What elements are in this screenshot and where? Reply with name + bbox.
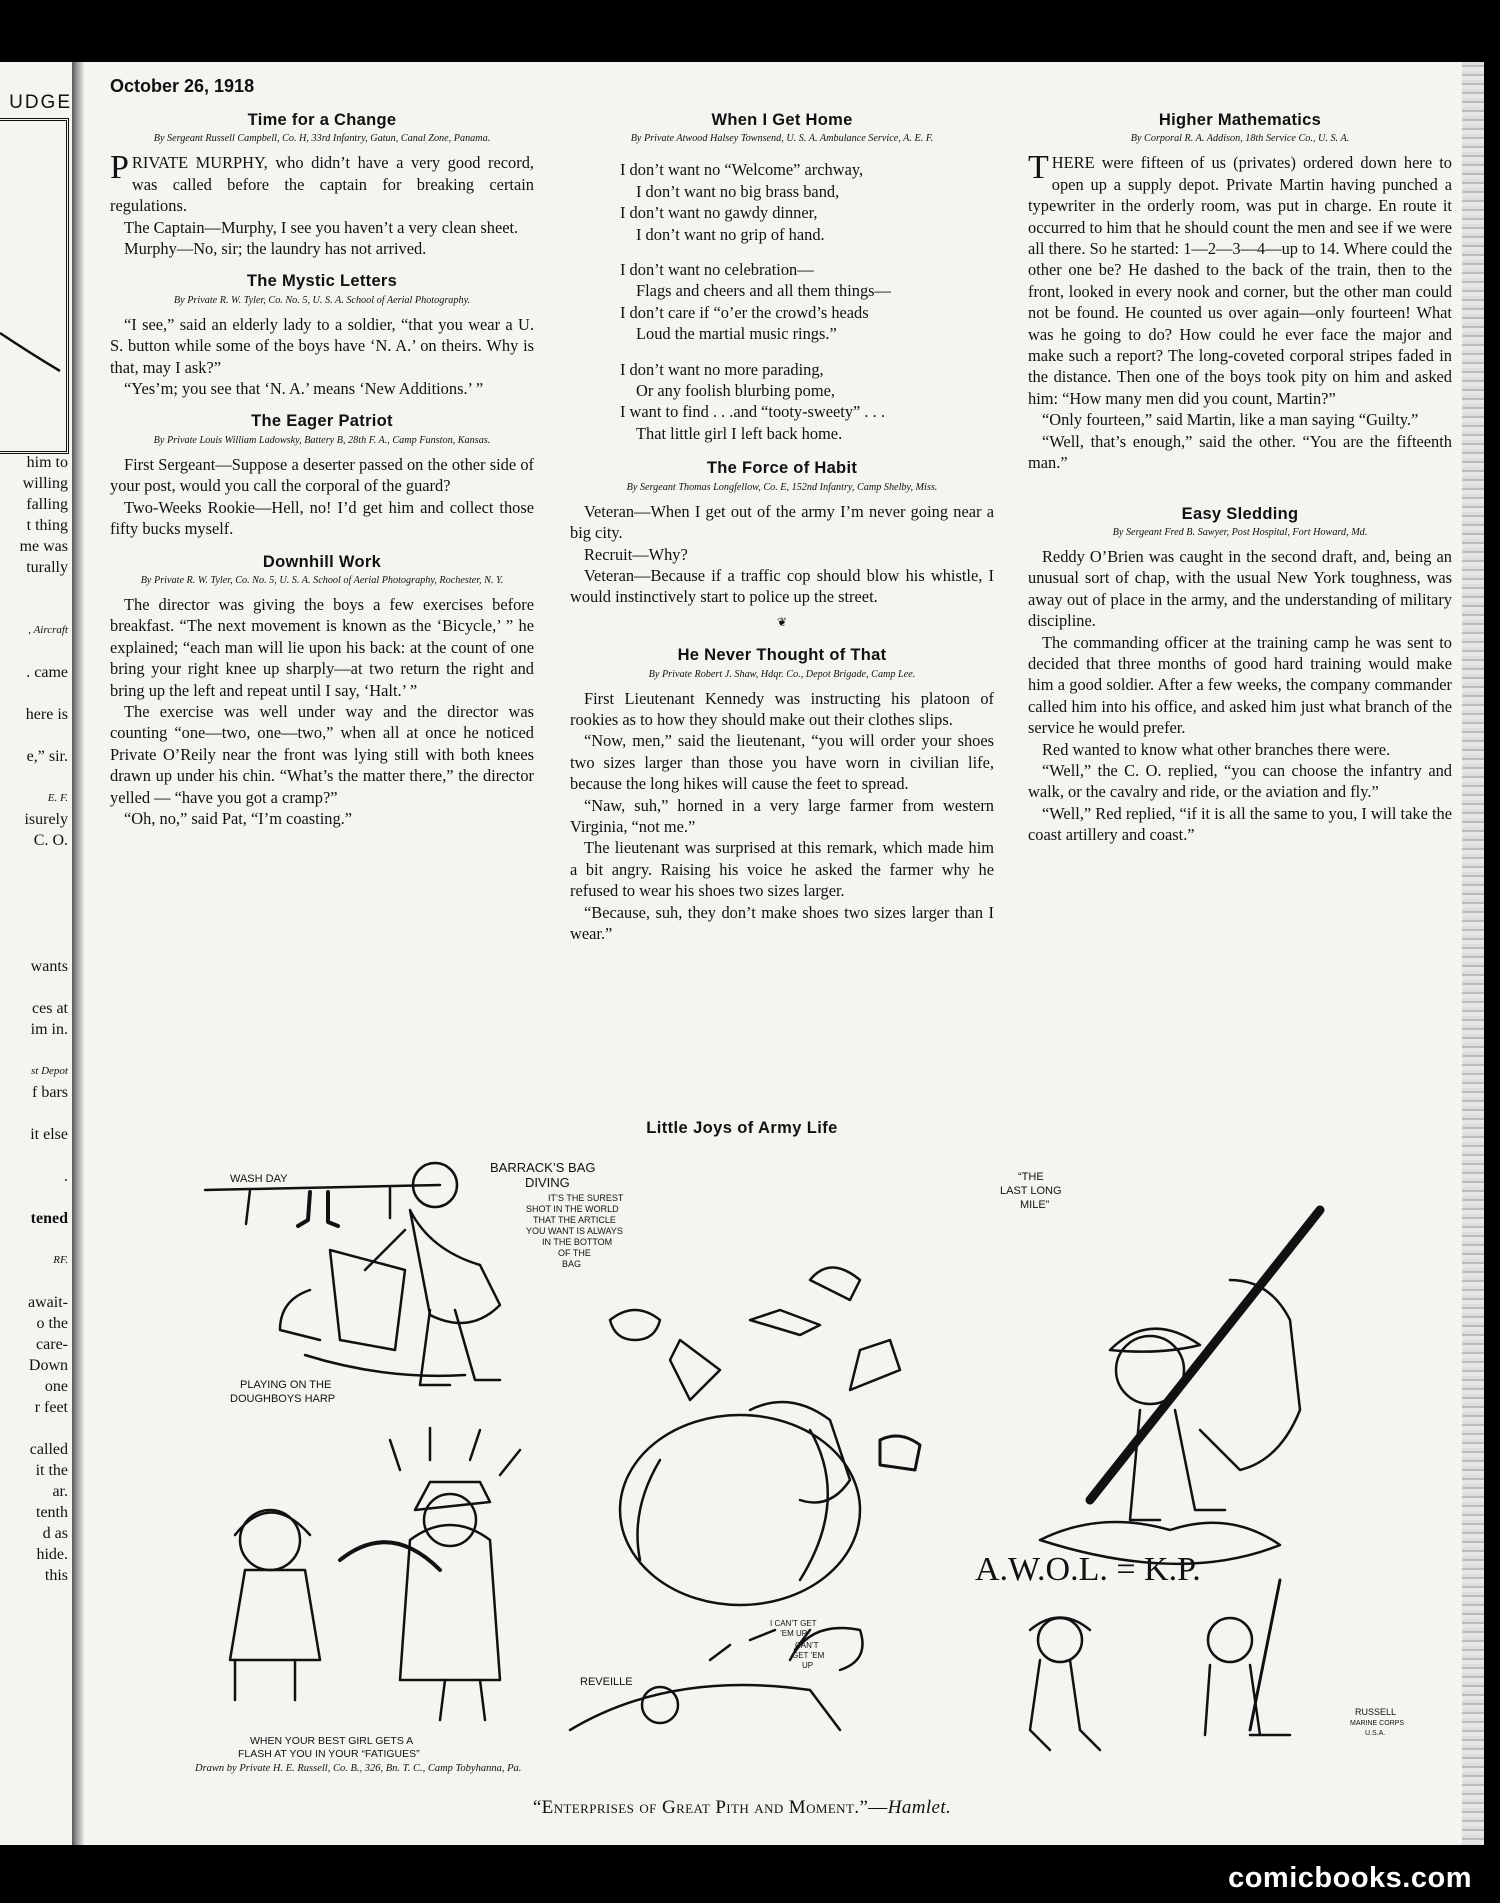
caption-barracks-5: THAT THE ARTICLE (533, 1215, 616, 1225)
adjacent-page-fragment-line: turally (26, 559, 68, 576)
adjacent-page-fragment-line (0, 599, 68, 620)
poem-line: I don’t want no gawdy dinner, (620, 203, 818, 223)
caption-cant-1: I CAN’T GET (770, 1619, 817, 1628)
article-paragraph: Murphy—No, sir; the laundry has not arrived. (124, 239, 427, 259)
caption-last-mile-3: MILE” (1020, 1199, 1050, 1211)
poem-body (620, 159, 994, 444)
article-paragraph: The exercise was well under way and the director was counting “one—two, one—two,” when all at once he noticed Private O’Reily near the front was lying still with both knees drawn up under his chin. “What’s the matter there,” the director yelled — “have you got a cramp?” (110, 701, 534, 807)
adjacent-page-fragment-line: ces at (32, 1000, 68, 1017)
drop-cap: T (1028, 149, 1049, 187)
adjacent-page-fragment-line: it else (30, 1126, 68, 1143)
article-the-force-of-habit (570, 458, 994, 633)
article-title: The Eager Patriot (251, 412, 393, 431)
article-paragraph: “Now, men,” said the lieutenant, “you will order your shoes two sizes larger than those you have worn in civilian life, because the long hikes will cause the feet to spread. (570, 731, 994, 794)
article-paragraph: The director was giving the boys a few exercises before breakfast. “The next movement is known as the ‘Bicycle,’ ” he explained; “each man will lie upon his back: at the count of one bring your right knee up sharply—at two return the right and bring up the left and repeat until I say, ‘Halt.’ ” (110, 594, 534, 700)
adjacent-page-fragment-line (0, 767, 68, 788)
wash-day-panel (205, 1163, 500, 1385)
cartoon-title: Little Joys of Army Life (646, 1119, 838, 1137)
adjacent-page-text-fragments (0, 452, 68, 1586)
adjacent-page-fragment-line: here is (25, 706, 68, 723)
article-higher-mathematics (1028, 110, 1452, 474)
adjacent-page-fragment-line: d as (42, 1525, 68, 1542)
adjacent-page-fragment-line: me was (19, 538, 68, 555)
page-edge (1462, 62, 1484, 1845)
last-long-mile-panel (1040, 1210, 1320, 1564)
adjacent-page-fragment-line (0, 1040, 68, 1061)
poem-stanza (620, 159, 994, 245)
article-paragraph: “Yes’m; you see that ‘N. A.’ means ‘New Additions.’ ” (124, 379, 484, 399)
poem-line: Loud the martial music rings.” (636, 324, 837, 344)
adjacent-page-fragment-line: one (44, 1378, 68, 1395)
caption-barracks-6: YOU WANT IS ALWAYS (526, 1226, 623, 1236)
adjacent-page-fragment-line: st Depot (31, 1065, 68, 1077)
footer-quote: “Enterprises of Great Pith and Moment.”—Hamlet. (532, 1797, 952, 1818)
article-paragraph: THERE were fifteen of us (privates) ordered down here to open up a supply depot. Private Martin having punched a typewriter in the orderly room, was put in charge. En route it occurred to him that he should count the men and see if we were all there. So he started: 1—2—3—4—up to 14. Where could the other one be? He dashed to the back of the train, then to the front, looked in every nook and corner, but the other man could not be found. He counted us over again—only fourteen! What was he going to do? How could he ever face the major and make such a report? The long-coveted corporal stripes faded in the distance. Then one of the boys took pity on him and asked him: “How many men did you count, Martin?” (1028, 149, 1452, 408)
issue-date: October 26, 1918 (110, 76, 255, 96)
caption-last-mile-2: LAST LONG (1000, 1185, 1062, 1197)
article-easy-sledding (1028, 504, 1452, 846)
adjacent-page-fragment-line: e,” sir. (26, 748, 68, 765)
article-paragraph: “Well,” the C. O. replied, “you can choose the infantry and walk, or the cavalry and ride, or the aviation and fly.” (1028, 760, 1452, 802)
poem-line: Or any foolish blurbing pome, (636, 381, 835, 401)
column-3 (1028, 110, 1452, 858)
adjacent-page-fragment-line (0, 578, 68, 599)
caption-cant-4: GET ’EM (792, 1651, 825, 1660)
adjacent-page-fragment-line: isurely (24, 811, 68, 828)
adjacent-page-fragment-line: hide. (36, 1546, 68, 1563)
adjacent-page-fragment-line: wants (30, 958, 68, 975)
article-the-eager-patriot (110, 411, 534, 539)
poem-when-i-get-home (570, 110, 994, 444)
adjacent-page-fragment-line: falling (26, 496, 68, 513)
caption-best-girl-2: FLASH AT YOU IN YOUR “FATIGUES” (238, 1748, 420, 1760)
adjacent-page-fragment-line: r feet (34, 1399, 68, 1416)
caption-barracks-4: SHOT IN THE WORLD (526, 1204, 619, 1214)
caption-barracks-9: BAG (562, 1259, 582, 1269)
adjacent-page-fragment-line: tenth (36, 1504, 68, 1521)
column-1 (110, 110, 534, 841)
ornament-icon: ❦ (776, 614, 788, 629)
article-paragraph: Recruit—Why? (584, 544, 688, 564)
adjacent-page-fragment-line: . came (26, 664, 68, 681)
adjacent-page-fragment-line (0, 1187, 68, 1208)
article-byline: By Sergeant Russell Campbell, Co. H, 33rd Infantry, Gatun, Canal Zone, Panama. (153, 133, 491, 145)
article-paragraph: First Sergeant—Suppose a deserter passed on the other side of your post, would you call the corporal of the guard? (110, 454, 534, 496)
adjacent-page-fragment-line (0, 1271, 68, 1292)
page-gutter (72, 62, 84, 1845)
adjacent-page-fragment-line: ar. (52, 1483, 68, 1500)
article-byline: By Private Louis William Ladowsky, Battery B, 28th F. A., Camp Funston, Kansas. (153, 434, 491, 446)
article-paragraph: The commanding officer at the training camp he was sent to decided that three months of good hard training would make him a good soldier. After a few weeks, the company commander called him into his office, and asked him just what branch of the service he would prefer. (1028, 632, 1452, 738)
adjacent-page-fragment-line: E. F. (47, 792, 68, 804)
article-paragraph: “Naw, suh,” horned in a very large farmer from western Virginia, “not me.” (570, 795, 994, 836)
watermark-logo: comicbooks.com (1228, 1862, 1472, 1894)
article-byline: By Sergeant Fred B. Sawyer, Post Hospital, Fort Howard, Md. (1112, 526, 1368, 538)
adjacent-page-fragment-line: called (29, 1441, 68, 1458)
caption-playing-2: DOUGHBOYS HARP (230, 1393, 336, 1405)
caption-cant-5: UP (802, 1661, 814, 1670)
adjacent-page-fragment-line: Down (28, 1357, 68, 1374)
caption-barracks-2: DIVING (525, 1175, 570, 1190)
article-paragraph: Veteran—When I get out of the army I’m never going near a big city. (570, 501, 994, 543)
article-paragraph: “Only fourteen,” said Martin, like a man saying “Guilty.” (1042, 410, 1419, 430)
adjacent-page-sketch (0, 121, 66, 451)
article-paragraph: “Because, suh, they don’t make shoes two sizes larger than I wear.” (570, 902, 994, 943)
article-paragraph: PRIVATE MURPHY, who didn’t have a very good record, was called before the captain for breaking certain regulations. (110, 149, 534, 216)
poem-line: I don’t care if “o’er the crowd’s heads (620, 302, 869, 322)
artist-signature-2: MARINE CORPS (1350, 1720, 1405, 1727)
cartoon-credit: Drawn by Private H. E. Russell, Co. B., 326, Bn. T. C., Camp Tobyhanna, Pa. (195, 1763, 522, 1774)
article-paragraph: Reddy O’Brien was caught in the second draft, and, being an unusual sort of chap, with the usual New York toughness, was away out of place in the army, and the understanding of military discipline. (1028, 546, 1452, 631)
adjacent-page-fragment-line (0, 872, 68, 893)
article-the-mystic-letters (110, 271, 534, 399)
article-paragraph: “Oh, no,” said Pat, “I’m coasting.” (124, 808, 353, 828)
caption-best-girl-1: WHEN YOUR BEST GIRL GETS A (250, 1735, 414, 1747)
adjacent-page-fragment-line: care- (36, 1336, 68, 1353)
poem-line: I don’t want no big brass band, (636, 181, 840, 201)
adjacent-page-fragment-line: im in. (30, 1021, 68, 1038)
caption-cant-2: ’EM UP (780, 1629, 808, 1638)
adjacent-page-fragment-line: f bars (32, 1084, 68, 1101)
adjacent-page-illustration-box (0, 118, 69, 454)
adjacent-page-fragment-line: o the (36, 1315, 68, 1332)
adjacent-page-fragment-line: . (64, 1168, 68, 1185)
poem-line: That little girl I left back home. (636, 423, 843, 443)
article-title: When I Get Home (711, 111, 853, 129)
caption-awol-kp: A.W.O.L. = K.P. (975, 1551, 1201, 1588)
article-paragraph: Veteran—Because if a traffic cop should blow his whistle, I would instinctively start to police up the street. (570, 565, 994, 607)
article-title: Higher Mathematics (1158, 111, 1322, 129)
article-paragraph: “Well,” Red replied, “if it is all the same to you, I will take the coast artillery and coast.” (1028, 803, 1452, 845)
article-byline: By Corporal R. A. Addison, 18th Service Co., U. S. A. (1130, 133, 1350, 145)
caption-wash-day: WASH DAY (230, 1173, 288, 1185)
caption-playing-1: PLAYING ON THE (240, 1379, 332, 1391)
article-he-never-thought-of-that (570, 645, 994, 944)
article-title: Downhill Work (262, 552, 382, 571)
poem-line: Flags and cheers and all them things— (636, 281, 891, 301)
adjacent-page-fragment-line: t thing (26, 517, 68, 534)
article-byline: By Private Robert J. Shaw, Hdqr. Co., Depot Brigade, Camp Lee. (648, 668, 916, 680)
caption-barracks-3: IT’S THE SUREST (548, 1193, 624, 1203)
adjacent-page-fragment-line (0, 641, 68, 662)
adjacent-page-fragment-line (0, 1145, 68, 1166)
adjacent-page-fragment-line: him to (26, 454, 68, 471)
poem-line: I don’t want no celebration— (620, 260, 814, 280)
article-paragraph: “I see,” said an elderly lady to a soldier, “that you wear a U. S. button while some of the boys have ‘N. A.’ on theirs. Why is that, may I ask?” (110, 314, 534, 377)
article-byline: By Private Atwood Halsey Townsend, U. S. A. Ambulance Service, A. E. F. (630, 133, 934, 145)
article-paragraph: First Lieutenant Kennedy was instructing his platoon of rookies as to how they should make out their clothes slips. (570, 688, 994, 729)
artist-signature-3: U.S.A. (1365, 1730, 1386, 1737)
adjacent-page-fragment-line (0, 977, 68, 998)
article-byline: By Sergeant Thomas Longfellow, Co. E, 152nd Infantry, Camp Shelby, Miss. (626, 481, 938, 493)
adjacent-page-header: UDGE (9, 92, 72, 113)
barracks-bag-panel (610, 1268, 920, 1671)
adjacent-page-fragment-line: this (44, 1567, 68, 1584)
article-byline: By Private R. W. Tyler, Co. No. 5, U. S. A. School of Aerial Photography, Rochester, N. Y. (140, 574, 504, 586)
caption-reveille: REVEILLE (580, 1676, 633, 1688)
article-time-for-a-change (110, 110, 534, 259)
adjacent-page-fragment-line (0, 1229, 68, 1250)
adjacent-page-fragment-line: willing (22, 475, 68, 492)
cartoon-illustration (190, 1140, 1450, 1760)
adjacent-page-fragment-line: tened (30, 1210, 68, 1227)
article-title: The Force of Habit (706, 459, 858, 478)
adjacent-page-fragment-line (0, 1418, 68, 1439)
article-paragraph: “Well, that’s enough,” said the other. “You are the fifteenth man.” (1028, 431, 1452, 473)
article-title: He Never Thought of That (677, 646, 887, 665)
adjacent-page-fragment-line: await- (28, 1294, 68, 1311)
awol-kp-panel (1030, 1580, 1290, 1750)
poem-line: I don’t want no “Welcome” archway, (620, 160, 864, 180)
adjacent-page-fragment-line (0, 914, 68, 935)
best-girl-panel (230, 1428, 520, 1720)
article-paragraph: Red wanted to know what other branches there were. (1042, 739, 1391, 759)
caption-last-mile-1: “THE (1018, 1171, 1044, 1183)
adjacent-page-fragment-line (0, 935, 68, 956)
adjacent-page-fragment-line: RF. (53, 1254, 68, 1266)
article-paragraph: Two-Weeks Rookie—Hell, no! I’d get him and collect those fifty bucks myself. (110, 497, 534, 539)
adjacent-page-fragment-line (0, 893, 68, 914)
poem-line: I want to find . . .and “tooty-sweety” . . . (620, 402, 885, 422)
poem-line: I don’t want no grip of hand. (636, 224, 825, 244)
caption-barracks-1: BARRACK’S BAG (490, 1160, 596, 1175)
caption-barracks-7: IN THE BOTTOM (542, 1237, 613, 1247)
column-2 (570, 110, 994, 956)
article-title: Time for a Change (247, 111, 397, 129)
caption-barracks-8: OF THE (558, 1248, 591, 1258)
caption-cant-3: CAN’T (795, 1641, 819, 1650)
adjacent-page-fragment-line: C. O. (33, 832, 68, 849)
poem-line: I don’t want no more parading, (620, 359, 824, 379)
article-title: Easy Sledding (1181, 504, 1299, 523)
adjacent-page-fragment-line (0, 725, 68, 746)
magazine-page (0, 62, 1484, 1845)
article-downhill-work (110, 552, 534, 830)
poem-stanza (620, 259, 994, 345)
article-title: The Mystic Letters (246, 272, 398, 291)
poem-stanza (620, 359, 994, 445)
article-paragraph: The Captain—Murphy, I see you haven’t a very clean sheet. (124, 217, 519, 237)
adjacent-page-fragment-line: , Aircraft (28, 624, 68, 636)
adjacent-page-fragment-line: it the (35, 1462, 68, 1479)
adjacent-page-fragment (0, 62, 72, 1845)
adjacent-page-fragment-line (0, 851, 68, 872)
article-paragraph: The lieutenant was surprised at this remark, which made him a bit angry. Raising his voice he asked the farmer why he refused to wear his shoes two sizes larger. (570, 838, 994, 901)
drop-cap: P (110, 149, 129, 187)
artist-signature-1: RUSSELL (1355, 1707, 1397, 1717)
article-byline: By Private R. W. Tyler, Co. No. 5, U. S. A. School of Aerial Photography. (173, 294, 471, 306)
adjacent-page-fragment-line (0, 683, 68, 704)
